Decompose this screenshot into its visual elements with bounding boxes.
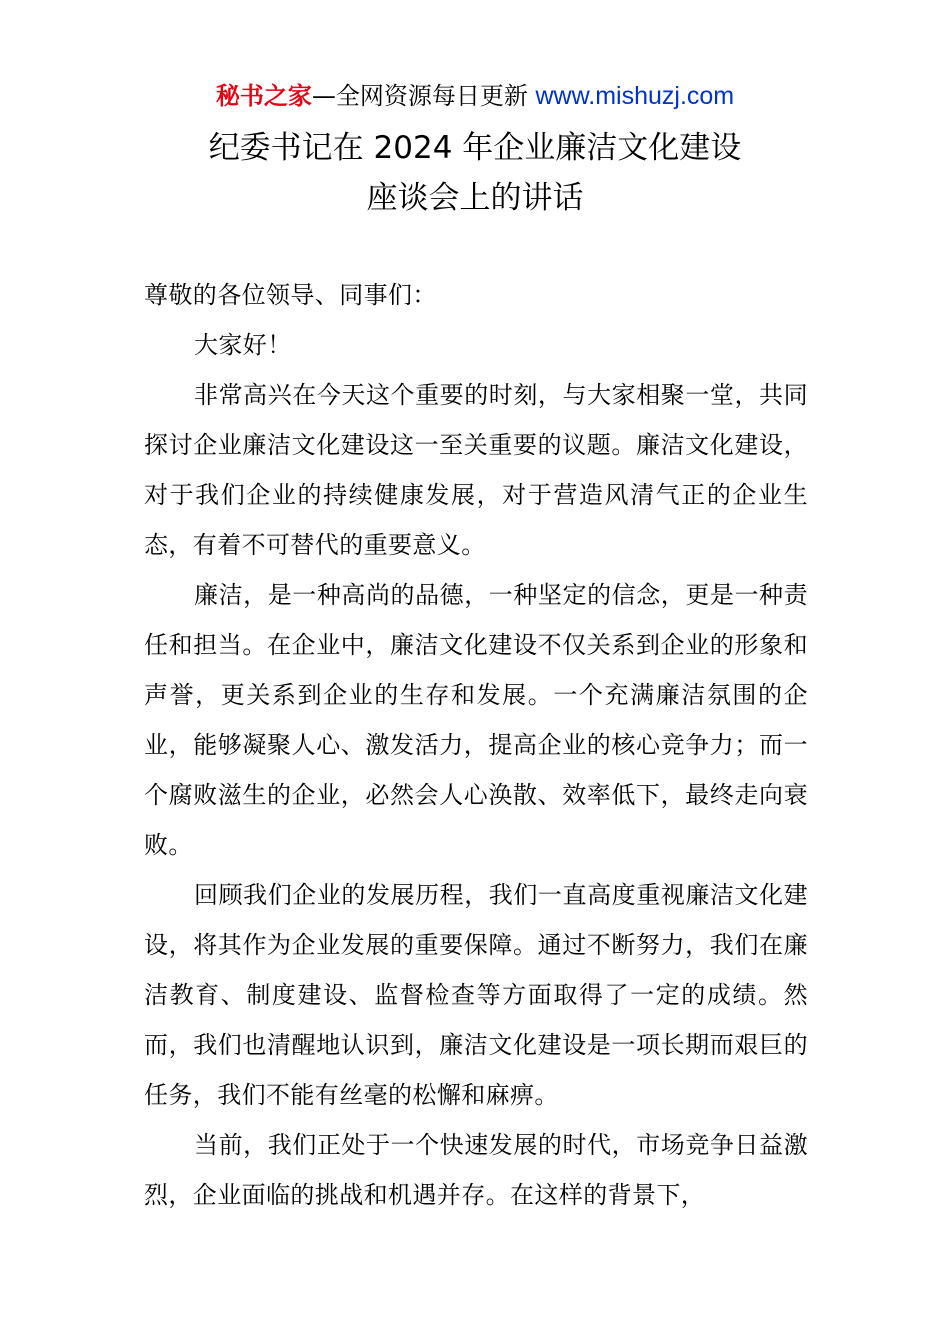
document-title-line-2: 座谈会上的讲话 (366, 180, 584, 216)
site-header (0, 80, 950, 112)
paragraph: 当前，我们正处于一个快速发展的时代，市场竞争日益激烈，企业面临的挑战和机遇并存。在这样的背景下， (144, 1131, 808, 1209)
paragraph: 回顾我们企业的发展历程，我们一直高度重视廉洁文化建设，将其作为企业发展的重要保障。通过不断努力，我们在廉洁教育、制度建设、监督检查等方面取得了一定的成绩。然而，我们也清醒地认识到，廉洁文化建设是一项长期而艰巨的任务，我们不能有丝毫的松懈和麻痹。 (144, 881, 808, 1109)
speech-body (144, 270, 808, 1220)
site-url-link[interactable]: www.mishuzj.com (535, 82, 735, 110)
paragraph-greeting: 大家好！ (194, 331, 292, 359)
paragraph: 非常高兴在今天这个重要的时刻，与大家相聚一堂，共同探讨企业廉洁文化建设这一至关重要的议题。廉洁文化建设，对于我们企业的持续健康发展，对于营造风清气正的企业生态，有着不可替代的重要意义。 (144, 381, 808, 559)
salutation: 尊敬的各位领导、同事们： (144, 281, 437, 309)
document-title-line-1: 纪委书记在 2024 年企业廉洁文化建设 (208, 130, 742, 166)
header-tagline: —全网资源每日更新 (311, 82, 536, 110)
paragraph: 廉洁，是一种高尚的品德，一种坚定的信念，更是一种责任和担当。在企业中，廉洁文化建设不仅关系到企业的形象和声誉，更关系到企业的生存和发展。一个充满廉洁氛围的企业，能够凝聚人心、激发活力，提高企业的核心竞争力；而一个腐败滋生的企业，必然会人心涣散、效率低下，最终走向衰败。 (144, 581, 808, 859)
brand-name: 秘书之家 (215, 82, 312, 110)
